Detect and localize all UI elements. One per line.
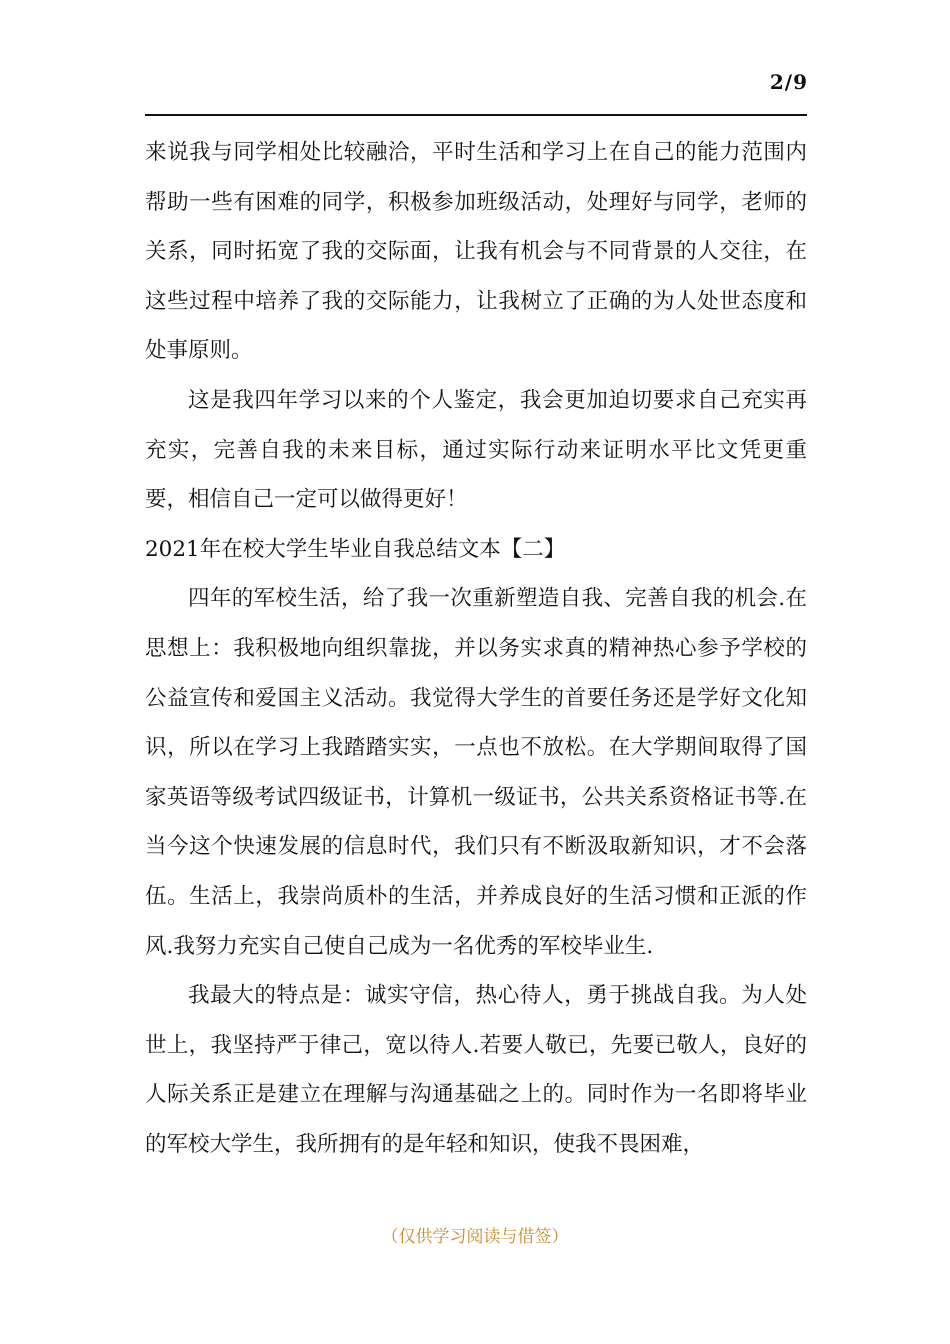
page-number: 2/9 [769, 70, 808, 94]
footer-note: （仅供学习阅读与借签） [381, 1227, 569, 1247]
header-rule [145, 114, 807, 116]
paragraph-conclusion: 这是我四年学习以来的个人鉴定，我会更加迫切要求自己充实再充实，完善自我的未来目标，通过实际行动来证明水平比文凭更重要，相信自己一定可以做得更好！ [145, 387, 807, 513]
paragraph-personal-traits: 我最大的特点是：诚实守信，热心待人，勇于挑战自我。为人处世上，我坚持严于律己，宽以待人.若要人敬已，先要已敬人，良好的人际关系正是建立在理解与沟通基础之上的。同时作为一名即将毕业的军校大学生，我所拥有的是年轻和知识，使我不畏困难， [145, 983, 807, 1157]
document-body [145, 128, 807, 1169]
paragraph-military-school-life: 四年的军校生活，给了我一次重新塑造自我、完善自我的机会.在思想上：我积极地向组织靠拢，并以务实求真的精神热心参予学校的公益宣传和爱国主义活动。我觉得大学生的首要任务还是学好文化知识，所以在学习上我踏踏实实，一点也不放松。在大学期间取得了国家英语等级考试四级证书，计算机一级证书，公共关系资格证书等.在当今这个快速发展的信息时代，我们只有不断汲取新知识，才不会落伍。生活上，我崇尚质朴的生活，并养成良好的生活习惯和正派的作风.我努力充实自己使自己成为一名优秀的军校毕业生. [145, 586, 807, 959]
paragraph-continuation: 来说我与同学相处比较融洽，平时生活和学习上在自己的能力范围内帮助一些有困难的同学，积极参加班级活动，处理好与同学，老师的关系，同时拓宽了我的交际面，让我有机会与不同背景的人交往，在这些过程中培养了我的交际能力，让我树立了正确的为人处世态度和处事原则。 [145, 140, 807, 364]
section-heading: 2021年在校大学生毕业自我总结文本【二】 [145, 536, 566, 562]
